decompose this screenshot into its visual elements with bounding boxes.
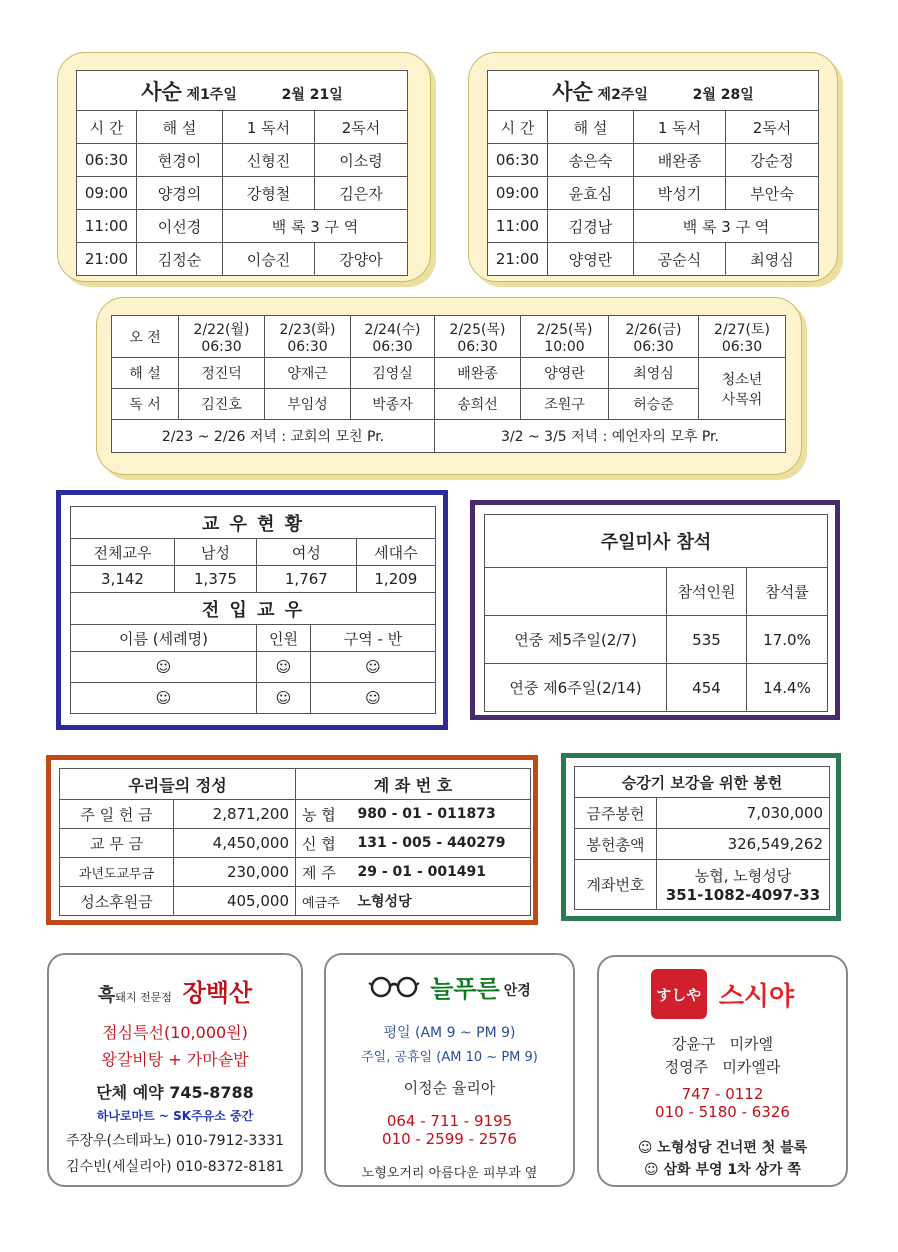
account-number: 980 - 01 - 011873: [356, 800, 531, 829]
ad-header: [599, 969, 846, 1019]
week2-title: 사순 제2주일 2월 28일: [488, 71, 819, 111]
header-cell: 해 설: [137, 111, 223, 144]
offering-table: [59, 768, 531, 916]
location-line: ☺ 노형성당 건너편 첫 블록: [637, 1140, 808, 1156]
hours-holiday: 주일, 공휴일 (AM 10 ~ PM 9): [361, 1050, 538, 1065]
header-cell: 참석인원: [667, 568, 747, 616]
offering-label: 성소후원금: [60, 887, 174, 916]
offering-amount: 4,450,000: [174, 829, 296, 858]
empty-cell: [485, 568, 667, 616]
transfer-title: 전 입 교 우: [71, 593, 436, 625]
phone-line: 747 - 0112: [681, 1085, 764, 1103]
name-cell: 이소령: [315, 144, 408, 177]
location-line: ☺ 삼화 부영 1차 상가 쪽: [644, 1162, 801, 1178]
owner: 이정순 율리아: [403, 1079, 496, 1097]
time-cell: 06:30: [77, 144, 137, 177]
members-title: 교 우 현 황: [71, 507, 436, 539]
name-cell: 박종자: [351, 389, 435, 420]
group-cell: 백 록 3 구 역: [223, 210, 408, 243]
name-cell: 김정순: [137, 243, 223, 276]
day-cell: 2/25(목) 06:30: [435, 316, 521, 358]
members-panel: [56, 490, 448, 730]
hours-weekday: 평일 (AM 9 ~ PM 9): [383, 1025, 516, 1041]
week2-table: [487, 70, 819, 276]
sushiya-logo: すしや: [651, 969, 707, 1019]
offering-amount: 230,000: [174, 858, 296, 887]
elevator-label: 봉헌총액: [575, 829, 657, 860]
offering-label: 주 일 헌 금: [60, 800, 174, 829]
placeholder-cell: ☺: [71, 683, 257, 714]
name-cell: 김은자: [315, 177, 408, 210]
evening-note-left: 2/23 ~ 2/26 저녁 : 교회의 모친 Pr.: [112, 420, 435, 453]
elevator-label: 계좌번호: [575, 860, 657, 910]
name-cell: 현경이: [137, 144, 223, 177]
header-cell: 여성: [257, 539, 357, 566]
header-cell: 인원: [257, 625, 311, 652]
reading-label: 독 서: [112, 389, 179, 420]
name-cell: 조원구: [521, 389, 609, 420]
name-cell: 배완종: [435, 358, 521, 389]
time-cell: 21:00: [77, 243, 137, 276]
header-cell: 세대수: [356, 539, 435, 566]
name-cell: 송은숙: [548, 144, 634, 177]
time-cell: 11:00: [488, 210, 548, 243]
day-cell: 2/26(금) 06:30: [609, 316, 699, 358]
restaurant-name: 장백산: [182, 979, 253, 1007]
ad-sushiya: [597, 955, 848, 1187]
name-cell: 강순정: [726, 144, 819, 177]
week1-panel: [57, 52, 431, 282]
value-cell: 1,209: [356, 566, 435, 593]
glasses-icon: [368, 975, 420, 999]
day-cell: 2/27(토) 06:30: [699, 316, 786, 358]
elevator-title: 승강기 보강을 위한 봉헌: [575, 767, 830, 798]
contact-line: 주장우(스테파노) 010-7912-3331: [65, 1133, 285, 1149]
name-cell: 공순식: [634, 243, 726, 276]
phone-line: 010 - 5180 - 6326: [655, 1103, 790, 1121]
header-cell: 시 간: [77, 111, 137, 144]
name-cell: 양경의: [137, 177, 223, 210]
weekday-table: [111, 315, 786, 453]
header-cell: 1 독서: [634, 111, 726, 144]
week1-table: [76, 70, 408, 276]
name-cell: 양재근: [265, 358, 351, 389]
name-cell: 양영란: [548, 243, 634, 276]
bank-label: 제 주: [296, 858, 356, 887]
menu-line: 왕갈비탕 + 가마솥밥: [101, 1050, 249, 1069]
time-cell: 21:00: [488, 243, 548, 276]
name-cell: 김경남: [548, 210, 634, 243]
name-cell: 이승진: [223, 243, 315, 276]
name-cell: 신형진: [223, 144, 315, 177]
day-cell: 2/22(월) 06:30: [179, 316, 265, 358]
account-title: 계 좌 번 호: [296, 769, 531, 800]
name-cell: 허승준: [609, 389, 699, 420]
rate-cell: 17.0%: [747, 616, 828, 664]
rate-cell: 14.4%: [747, 664, 828, 712]
name-cell: 박성기: [634, 177, 726, 210]
offering-title: 우리들의 정성: [60, 769, 296, 800]
am-label: 오 전: [112, 316, 179, 358]
time-cell: 09:00: [488, 177, 548, 210]
elevator-value: 326,549,262: [657, 829, 830, 860]
header-cell: 이름 (세례명): [71, 625, 257, 652]
value-cell: 1,767: [257, 566, 357, 593]
placeholder-cell: ☺: [71, 652, 257, 683]
members-table: [70, 506, 436, 714]
name-cell: 양영란: [521, 358, 609, 389]
name-cell: 강형철: [223, 177, 315, 210]
name-cell: 강양아: [315, 243, 408, 276]
ad-jangbaeksan: [47, 953, 303, 1187]
offering-panel: [46, 755, 538, 925]
header-cell: 1 독서: [223, 111, 315, 144]
bank-label: 신 협: [296, 829, 356, 858]
header-cell: 전체교우: [71, 539, 175, 566]
header-cell: 시 간: [488, 111, 548, 144]
header-cell: 구역 - 반: [311, 625, 436, 652]
value-cell: 1,375: [175, 566, 257, 593]
shop-name: 늘푸른: [430, 975, 500, 1003]
elevator-value: 7,030,000: [657, 798, 830, 829]
name-cell: 송희선: [435, 389, 521, 420]
name-cell: 김진호: [179, 389, 265, 420]
day-cell: 2/24(수) 06:30: [351, 316, 435, 358]
week-label: 연중 제6주일(2/14): [485, 664, 667, 712]
name-cell: 부임성: [265, 389, 351, 420]
count-cell: 454: [667, 664, 747, 712]
header-cell: 2독서: [315, 111, 408, 144]
restaurant-name: 스시야: [718, 981, 795, 1012]
week-label: 연중 제5주일(2/7): [485, 616, 667, 664]
placeholder-cell: ☺: [311, 683, 436, 714]
attendance-title: 주일미사 참석: [485, 515, 828, 568]
name-cell: 이선경: [137, 210, 223, 243]
bank-label: 농 협: [296, 800, 356, 829]
count-cell: 535: [667, 616, 747, 664]
group-cell: 백 록 3 구 역: [634, 210, 819, 243]
lunch-special: 점심특선(10,000원): [102, 1023, 248, 1042]
name-cell: 윤효심: [548, 177, 634, 210]
elevator-label: 금주봉헌: [575, 798, 657, 829]
attendance-panel: [470, 500, 840, 720]
header-cell: 참석률: [747, 568, 828, 616]
owner-line: 정영주 미카엘라: [664, 1058, 781, 1076]
offering-amount: 405,000: [174, 887, 296, 916]
location: 하나로마트 ~ SK주유소 중간: [96, 1109, 254, 1123]
saturday-group: 청소년 사목위: [699, 358, 786, 420]
weekday-panel: [96, 297, 802, 475]
phone-line: 010 - 2599 - 2576: [382, 1130, 517, 1148]
bank-label: 예금주: [296, 887, 356, 916]
elevator-table: [574, 766, 830, 910]
ad-header: 늘푸른 안경: [326, 969, 573, 1004]
account-number: 29 - 01 - 001491: [356, 858, 531, 887]
name-cell: 김영실: [351, 358, 435, 389]
name-cell: 최영심: [609, 358, 699, 389]
week1-title: 사순 제1주일 2월 21일: [77, 71, 408, 111]
placeholder-cell: ☺: [257, 652, 311, 683]
offering-label: 과년도교무금: [60, 858, 174, 887]
time-cell: 06:30: [488, 144, 548, 177]
offering-label: 교 무 금: [60, 829, 174, 858]
offering-amount: 2,871,200: [174, 800, 296, 829]
name-cell: 배완종: [634, 144, 726, 177]
commentary-label: 해 설: [112, 358, 179, 389]
name-cell: 정진덕: [179, 358, 265, 389]
contact-line: 김수빈(세실리아) 010-8372-8181: [65, 1159, 285, 1175]
name-cell: 부안숙: [726, 177, 819, 210]
name-cell: 최영심: [726, 243, 819, 276]
location: 노형오거리 아름다운 피부과 옆: [361, 1166, 538, 1181]
elevator-account: 농협, 노형성당 351-1082-4097-33: [657, 860, 830, 910]
phone-line: 064 - 711 - 9195: [386, 1112, 513, 1130]
header-cell: 2독서: [726, 111, 819, 144]
ad-header: 흑돼지 전문점 장백산: [97, 979, 253, 1007]
attendance-table: [484, 514, 828, 712]
ad-neulpureun: [324, 953, 575, 1187]
reservation: 단체 예약 745-8788: [96, 1083, 254, 1102]
day-cell: 2/23(화) 06:30: [265, 316, 351, 358]
account-number: 노형성당: [356, 887, 531, 916]
header-cell: 해 설: [548, 111, 634, 144]
week2-panel: [468, 52, 838, 282]
elevator-panel: [561, 753, 841, 921]
owner-line: 강윤구 미카엘: [671, 1035, 774, 1053]
time-cell: 09:00: [77, 177, 137, 210]
placeholder-cell: ☺: [311, 652, 436, 683]
account-number: 131 - 005 - 440279: [356, 829, 531, 858]
value-cell: 3,142: [71, 566, 175, 593]
evening-note-right: 3/2 ~ 3/5 저녁 : 예언자의 모후 Pr.: [435, 420, 786, 453]
header-cell: 남성: [175, 539, 257, 566]
day-cell: 2/25(목) 10:00: [521, 316, 609, 358]
placeholder-cell: ☺: [257, 683, 311, 714]
time-cell: 11:00: [77, 210, 137, 243]
